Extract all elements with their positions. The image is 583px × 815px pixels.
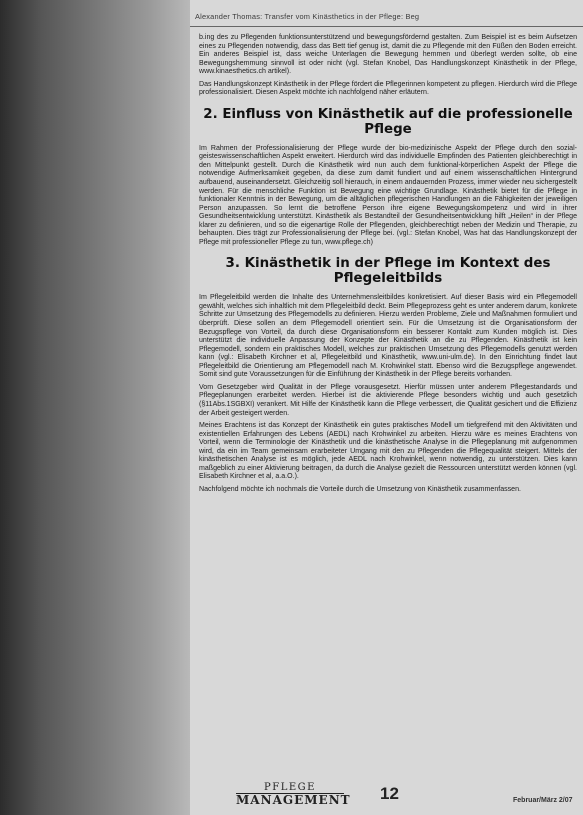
- body-paragraph: Das Handlungskonzept Kinästhetik in der Pflege fördert die Pflegerinnen kompetent zu pflegen. Hierdurch wird die Pflege professionalisiert. Diesen Aspekt möchte ich nachfolgend näher erläutern.: [199, 80, 578, 97]
- body-paragraph: Vom Gesetzgeber wird Qualität in der Pflege vorausgesetzt. Hierfür müssen unter anderem Pflegestandards und Pflegeplanungen erarbeitet werden. Hierbei ist die aktivierende Pflege besonders wichtig und auch gesetzlich (§11Abs.1SGBXI) verankert. Mit Hilfe der Kinästhetik kann die Pflege verbessert, die Qualität gesichert und die Effizienz der Arbeit gesteigert werden.: [199, 383, 577, 417]
- magazine-logo: [236, 782, 351, 810]
- logo-bottom-text: MANAGEMENT: [236, 793, 351, 807]
- body-paragraph: Meines Erachtens ist das Konzept der Kinästhetik ein gutes praktisches Modell um tiefgreifend mit den Aktivitäten und existentiellen Erfahrungen des Lebens (AEDL) nach Krohwinkel zu arbeiten. Hierzu wäre es meines Erachtens von Vorteil, wenn die Terminologie der Kinästhetik und die kinästhetische Analyse in die Pflegeplanung mit aufgenommen wird, da ein im Team gemeinsam erarbeiteter Umgang mit den zu Pflegenden die Pflegequalität steigert. Mittels der kinästhetischen Analyse ist es möglich, jede AEDL nach Krohwinkel, wenn notwendig, zu unterstützen. Dies kann maßgeblich zu einer Aktivierung beitragen, da durch die Analyse gezielt die Ressourcen unterstützt werden können (vgl. Elisabeth Kirchner et al, a.a.O.).: [199, 422, 577, 481]
- issue-label: Februar/März 2/07: [513, 797, 573, 804]
- section-heading: 2. Einfluss von Kinästhetik auf die professionelle Pflege: [203, 106, 573, 137]
- running-header: Alexander Thomas: Transfer vom Kinästhetics in der Pflege: Beg: [195, 12, 420, 21]
- logo-top-text: PFLEGE: [264, 782, 316, 793]
- article-body: [199, 34, 577, 498]
- body-paragraph: Im Pflegeleitbild werden die Inhalte des Unternehmensleitbildes konkretisiert. Auf dieser Basis wird ein Pflegemodell gewählt, welches sich inhaltlich mit dem Pflegeleitbild deckt. Beim Pflegeprozess geht es unter anderem darum, konkrete Schritte zur Umsetzung des Pflegemodells zu definieren. Hierzu werden Probleme, Ziele und Maßnahmen formuliert und überprüft. Diese sollen an dem Pflegemodell orientiert sein. Für die Umsetzung ist die Organisationsform der Bezugspflege von Vorteil, da durch diese Organisationsform ein besserer Kontakt zum Kunden möglich ist. Dies unterstützt die individuelle Anpassung der Konzepte der Kinästhetik an die zu Pflegenden. Kinästhetik ist kein Pflegemodell, sondern ein praktisches Modell, welches zur praktischen Umsetzung des Pflegemodells genutzt werden kann (vgl.: Elisabeth Kirchner et al, Pflegeleitbild und Kinästhetik, www.uni-ulm.de). In den Einrichtung findet laut Pflegeleitbild die Orientierung am Pflegemodell nach M. Krohwinkel statt. Ebenso wird die Bezugspflege angewendet. Somit sind gute Voraussetzungen für die Einführung der Kinästhetik in der Pflege bereits vorhanden.: [199, 294, 577, 379]
- section-heading: 3. Kinästhetik in der Pflege im Kontext des Pflegeleitbilds: [225, 256, 551, 287]
- body-paragraph: b.ing des zu Pflegenden funktionsunterstützend und bewegungsfördernd gestalten. Zum Beispiel ist es beim Aufsetzen eines zu Pflegenden notwendig, dass das Bett tief genug ist, damit die zu Pflegende mit den Füßen den Boden erreicht. Ein anderes Beispiel ist, dass weiche Unterlagen die Bewegung hemmen und überlegt werden sollte, ob eine Bewegungshemmung sinnvoll ist oder nicht (vgl. Stefan Knobel, Das Handlungskonzept Kinästhetik in der Pflege, www.kinaesthetics.ch artikel).: [199, 34, 577, 76]
- body-paragraph: Nachfolgend möchte ich nochmals die Vorteile durch die Umsetzung von Kinästhetik zusammenfassen.: [199, 485, 521, 493]
- header-rule: [190, 26, 583, 27]
- page-footer: [190, 782, 583, 815]
- body-paragraph: Im Rahmen der Professionalisierung der Pflege wurde der bio-medizinische Aspekt der Pflege durch den sozial-geisteswissenschaftlichen Aspekt erweitert. Hierdurch wird das individuelle Empfinden des Patienten gleichberechtigt in den Mittelpunkt gestellt. Durch die Kinästhetik wird nun auch dem funktional-körperlichen Aspekt der Pflege die notwendige Aufmerksamkeit gegeben, da diese zum damit fundiert und auf einem wissenschaftlichen Hintergrund aufbauend, auseinandersetzt. Gleichzeitig soll hierauch, in einem andauernden Prozess, immer wieder neu sichergestellt werden. Für die menschliche Funktion ist Bewegung eine wichtige Grundlage. Kinästhetik bietet für die Pflege in funktionaler Kenntnis in der Bewegung, um die alltäglichen pflegerischen Handlungen an die Fähigkeiten der jeweiligen Person anzupassen. So lernt die betroffene Person ihre eigene Bewegungskompetenz und wird in ihrer Gesundheitsentwicklung unterstützt. Kinästhetik als Bestandteil der Gesundheitsentwicklung hilft „Heilen“ in der Pflege klarer zu definieren, und so die eigenartige Rolle der Pflegenden, gleichberechtigt neben der Medizin und Therapie, zu behaupten. Dies trägt zur Professionalisierung der Pflege bei. (vgl.: Stefan Knobel, Was hat das Handlungskonzept der Pflege mit professioneller Pflege zu tun, www.pflege.ch): [199, 144, 577, 246]
- page-number: 12: [380, 784, 399, 803]
